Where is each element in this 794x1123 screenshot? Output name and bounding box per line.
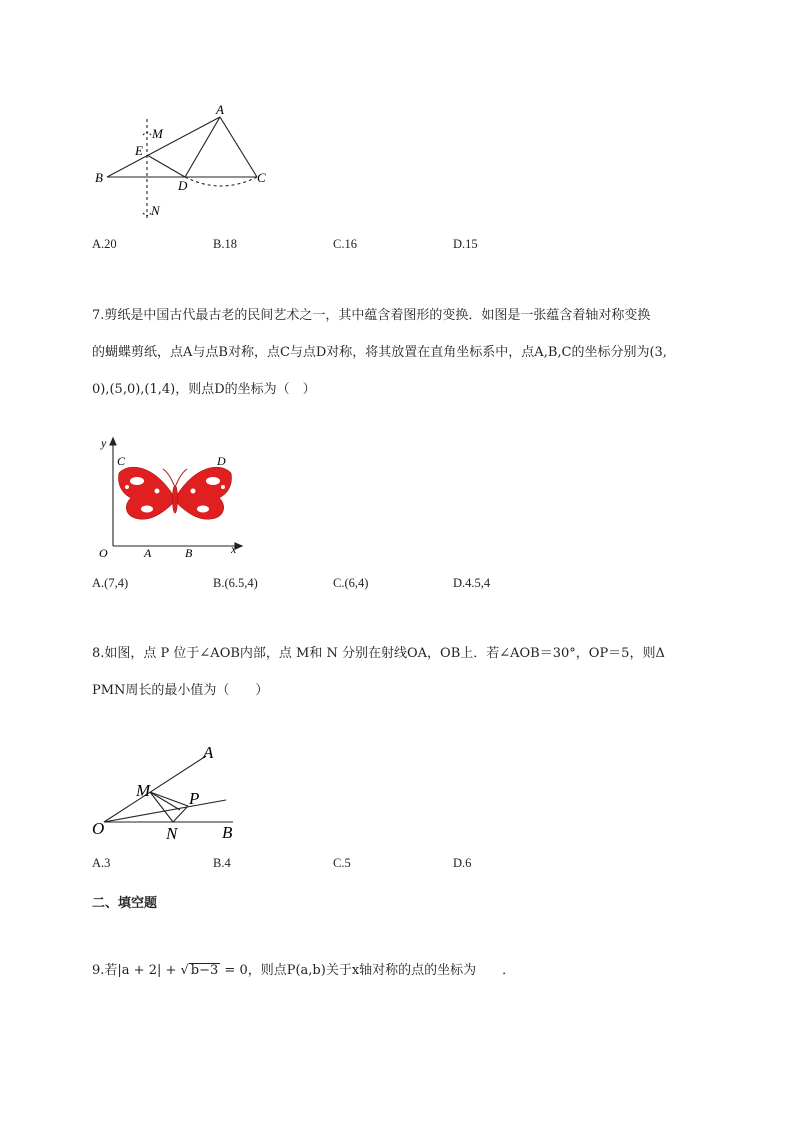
label-O: O <box>99 546 108 560</box>
q7-text-line-2: 的蝴蝶剪纸，点A与点B对称，点C与点D对称，将其放置在直角坐标系中，点A,B,C的坐标分别为(3, <box>92 345 667 360</box>
label-D: D <box>217 454 226 468</box>
label-B: B <box>222 823 233 842</box>
label-M: M <box>152 126 163 141</box>
label-P: P <box>189 789 200 808</box>
arc-DC <box>185 177 257 186</box>
label-C: C <box>117 454 126 468</box>
label-A: A <box>144 546 152 560</box>
q8-angle-figure <box>88 742 258 842</box>
label-y: y <box>101 436 107 450</box>
label-M: M <box>136 781 151 800</box>
label-O: O <box>92 819 105 838</box>
label-D: D <box>178 178 188 193</box>
q6-triangle-figure <box>85 95 295 230</box>
segment-ED <box>147 155 185 177</box>
q8-text-line-1: 8.如图，点 P 位于∠AOB内部，点 M和 N 分别在射线OA，OB上．若∠AOB＝30°，OP＝5，则Δ <box>92 646 665 661</box>
q6-option-a[interactable]: A.20 <box>92 237 117 251</box>
label-B: B <box>95 170 103 185</box>
q7-option-d[interactable]: D.4.5,4 <box>453 576 491 590</box>
q8-option-a[interactable]: A.3 <box>92 856 111 870</box>
q7-option-c[interactable]: C.(6,4) <box>333 576 369 590</box>
q6-option-c[interactable]: C.16 <box>333 237 357 251</box>
arc-mark-N <box>143 213 151 216</box>
q7-option-a[interactable]: A.(7,4) <box>92 576 129 590</box>
q9-text <box>92 963 515 979</box>
q7-butterfly-figure <box>95 435 255 560</box>
label-C: C <box>257 170 266 185</box>
label-B: B <box>185 546 193 560</box>
q6-option-b[interactable]: B.18 <box>213 237 237 251</box>
q7-text-line-3: 0),(5,0),(1,4)，则点D的坐标为（ ） <box>92 382 316 397</box>
label-A: A <box>203 743 214 762</box>
label-A: A <box>216 102 224 117</box>
label-x: x <box>231 542 237 556</box>
q9-prefix: 9.若|a + 2| + <box>92 963 181 978</box>
q7-text-line-1: 7.剪纸是中国古代最古老的民间艺术之一，其中蕴含着图形的变换．如图是一张蕴含着轴对称变换 <box>92 308 651 323</box>
q8-text-line-2: PMN周长的最小值为（ ） <box>92 683 269 698</box>
q8-option-d[interactable]: D.6 <box>453 856 472 870</box>
label-E: E <box>135 143 143 158</box>
segment-AC <box>220 117 257 177</box>
q7-option-b[interactable]: B.(6.5,4) <box>213 576 258 590</box>
section-heading-fill-in: 二、填空题 <box>92 896 158 911</box>
q9-end: ． <box>502 963 516 978</box>
butterfly-shape <box>119 467 232 519</box>
q9-suffix: = 0，则点P(a,b)关于x轴对称的点的坐标为 <box>220 963 477 978</box>
q8-option-c[interactable]: C.5 <box>333 856 351 870</box>
label-N: N <box>166 824 178 843</box>
label-N: N <box>151 203 160 218</box>
y-axis-arrow <box>110 438 116 445</box>
q9-radicand: b−3 <box>190 963 219 978</box>
sqrt-symbol: √ <box>180 963 189 978</box>
q8-option-b[interactable]: B.4 <box>213 856 231 870</box>
q6-option-d[interactable]: D.15 <box>453 237 478 251</box>
